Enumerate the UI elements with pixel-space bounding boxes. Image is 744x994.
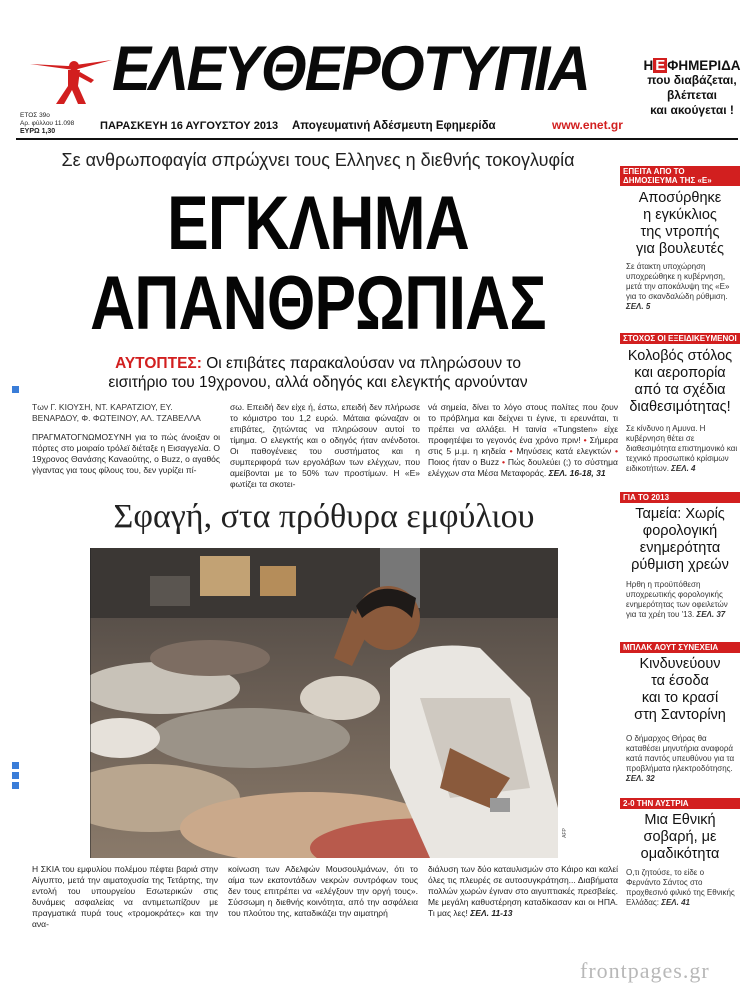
website-link[interactable]: www.enet.gr [552,118,623,132]
sidebar-section-label: ΕΠΕΙΤΑ ΑΠΟ ΤΟ ΔΗΜΟΣΙΕΥΜΑ ΤΗΣ «Ε» [620,166,740,186]
slogan-word: ΦΗΜΕΡΙΔΑ [667,58,741,73]
photo-story-headline: Σφαγή, στα πρόθυρα εμφύλιου [113,498,535,535]
slogan-line: και ακούγεται ! [650,103,734,117]
issue-number: Αρ. φύλλου 11.098 [20,120,75,127]
price: ΕΥΡΩ 1,30 [20,128,56,135]
sidebar-text [626,424,738,474]
headline-line: Κινδυνεύουν [639,656,721,672]
headline-line: Αποσύρθηκε [638,190,722,206]
sub-line2: εισιτήριο του 19χρονου, αλλά οδηγός και ελεγκτής αρνούνταν [108,374,528,391]
bullet-icon: • [614,446,618,456]
bullet-square-icon [12,762,19,769]
text: Ο,τι ζητούσε, το είδε ο Φερνάντο Σάντος στο προχθεσινό φιλικό της Εθνικής Ελλάδας: [626,868,735,907]
headline-line: της ντροπής [640,224,720,240]
sidebar-section-label: ΜΠΛΑΚ ΑΟΥΤ ΣΥΝΕΧΕΙΑ [620,642,740,653]
bullet-icon: • [583,435,587,445]
photo-column-2: κοίνωση των Αδελφών Μουσουλμάνων, ότι το αίμα των εκατοντάδων νεκρών συντρόφων τους δεν τους επιτρέπει να «ελέγξουν την οργή τους». Σύσσωμη η διεθνής κοινότητα, από την ασφάλεια του πλούτου της, καταδικάζει την αιματηρή [228,864,418,918]
headline-line: Κολοβός στόλος [627,348,733,364]
sidebar-text [626,262,738,312]
page-ref: ΣΕΛ. 5 [626,302,651,311]
photo-column-3 [428,864,618,919]
lead-column-3 [428,402,618,479]
bullet-text: Ποιος ήταν ο Buzz [428,457,500,467]
headline-line: Ταμεία: Χωρίς [635,506,725,522]
lead-headline-line2: ΑΠΑΝΘΡΩΠΙΑΣ [90,261,546,346]
page-ref: ΣΕΛ. 16-18, 31 [548,468,606,478]
headline-line: από τα σχέδια [634,382,726,398]
headline-line: τα έσοδα [651,673,709,689]
lead-subheadline [12,354,624,392]
headline-line: για βουλευτές [635,241,725,257]
sidebar-headline [620,812,740,863]
bullet-text: Πώς δουλεύει (;) το σύστημα ελέγχων στα Μέσα Μεταφοράς. [428,457,618,478]
page-ref: ΣΕΛ. 4 [671,464,696,473]
text: Σε άτακτη υποχώρηση υποχρεώθηκε η κυβέρνηση, μετά την αποκάλυψη της «Ε» για το σκανδαλώδη ρύθμιση. [626,262,730,301]
text: Ηρθη η προϋπόθεση υποχρεωτικής φορολογικής ενημερότητας των οφειλετών για τα χρέη του '13. [626,580,728,619]
text: Σε κίνδυνο η Αμυνα. Η κυβέρνηση θέτει σε διαθεσιμότητα επιστημονικό και τεχνικό προσωπικό κρίσιμων ειδικοτήτων. [626,424,738,473]
sidebar-section-label: ΓΙΑ ΤΟ 2013 [620,492,740,503]
issue-info [20,112,74,136]
slogan-red-letter: Ε [655,57,666,74]
headline-line: ομαδικότητα [640,846,720,862]
slogan-letter: Η [643,58,654,73]
sidebar-text [626,868,738,908]
headline-line: ενημερότητα [639,540,721,556]
bullet-square-icon [12,772,19,779]
divider [16,138,738,140]
headline-line: σοβαρή, με [643,829,717,845]
headline-line: και αεροπορία [634,365,726,381]
sidebar-text [626,734,738,784]
photo-credit: AFP [561,828,568,838]
sub-line1: Οι επιβάτες παρακαλούσαν να πληρώσουν το [206,355,521,372]
sidebar-headline [620,506,740,574]
page-ref: ΣΕΛ. 37 [696,610,726,619]
sub-label: ΑΥΤΟΠΤΕΣ: [115,355,202,372]
page-ref: ΣΕΛ. 11-13 [470,908,513,918]
lead-column-1: ΠΡΑΓΜΑΤΟΓΝΩΜΟΣΥΝΗ για το πώς άνοιξαν οι πόρτες στο μοιραίο τρόλεϊ διέταξε η Εισαγγελία. Ο 19χρονος Θανάσης Κανaούτης, ο Βuzz, ο αγαθός γίγαντας για τους φίλους του, δεν γυρίζει πί- [32,432,220,475]
masthead [0,0,744,150]
year: ΕΤΟΣ 39ο [20,112,50,119]
bylines: Των Γ. ΚΙΟΥΣΗ, ΝΤ. ΚΑΡΑΤΖΙΟΥ, ΕΥ. ΒΕΝΑΡΔΟΥ, Φ. ΦΩΤΕΙΝΟΥ, ΑΛ. ΤΖΑΒΕΛΛΑ [32,402,201,423]
news-photo [90,548,558,858]
newspaper-title: ΕΛΕΥΘΕΡΟΤΥΠΙΑ [112,34,589,104]
sidebar-headline [620,348,740,416]
headline-line: στη Σαντορίνη [634,707,726,723]
watermark: frontpages.gr [580,958,710,983]
runner-logo-icon [28,56,114,106]
headline-line: η εγκύκλιος [643,207,717,223]
column-text: διάλυση των δύο καταυλισμών στο Κάιρο και καλεί όλες τις πλευρές σε αυτοσυγκράτηση... Διαβήματα πολλών χωρών έγιναν στο αιγυπτιακές πρεσβείες. Με μεγάλη καθυστέρηση καταδίκασαν και οι ΗΠΑ. Τι μας λες! [428,864,618,918]
sidebar-section-label: ΣΤΟΧΟΣ ΟΙ ΕΞΕΙΔΙΚΕΥΜΕΝΟΙ [620,333,740,344]
headline-line: Μια Εθνική [644,812,716,828]
headline-line: φορολογική [642,523,718,539]
bullet-icon: • [502,457,505,467]
date: ΠΑΡΑΣΚΕΥΗ 16 ΑΥΓΟΥΣΤΟΥ 2013 [100,120,279,132]
column-text: νά σημεία, δίνει το λόγο στους πολίτες που ζουν το πρόβλημα και δείχνει τι έγινε, τι ερευνάται, τι πρέπει να αλλάξει. Η ταινία «Tungsten» είχε προφητέψει το γεγονός ένα χρόνο πριν! [428,402,618,445]
slogan [640,58,744,118]
bullet-text: Μηνύσεις κατά ελεγκτών [516,446,612,456]
sidebar-headline [620,190,740,258]
slogan-line: βλέπεται [666,88,718,102]
page-ref: ΣΕΛ. 32 [626,774,655,783]
sidebar-headline [620,656,740,724]
sidebar-section-label: 2-0 ΤΗΝ ΑΥΣΤΡΙΑ [620,798,740,809]
headline-line: διαθεσιμότητας! [629,399,731,415]
page-ref: ΣΕΛ. 41 [661,898,690,907]
sidebar-text [626,580,738,620]
bullet-square-icon [12,782,19,789]
bullet-square-icon [12,386,19,393]
lead-headline-line1: ΕΓΚΛΗΜΑ [167,181,469,266]
bullet-icon: • [509,446,513,456]
headline-line: ρύθμιση χρεών [631,557,729,573]
lead-kicker: Σε ανθρωποφαγία σπρώχνει τους Ελληνες η διεθνής τοκογλυφία [61,150,575,170]
slogan-line: που διαβάζεται, [647,73,737,87]
text: Ο δήμαρχος Θήρας θα καταθέσει μηνυτήρια αναφορά κατά παντός υπευθύνου για τα προβλήματα ηλεκτροδότησης. [626,734,735,773]
lead-column-2: σω. Επειδή δεν είχε ή, έστω, επειδή δεν πλήρωσε το κόμιστρο του 1,2 ευρώ. Μάταια φώναζαν οι επιβάτες, ζητώντας να πληρώσουν αυτοί το τίμημα. Ο ελεγκτής και ο οδηγός ήταν ανένδοτοι. Οι παθογένειες του συστήματος και η συμπεριφορά των εργολάβων των ελέγχων, που αμείβονται με το 50% των προστίμων. Η «Ε» φωτίζει τα σκοτει- [230,402,420,489]
paper-description: Απογευματινή Αδέσμευτη Εφημερίδα [292,120,496,132]
photo-column-1: Η ΣΚΙΑ του εμφυλίου πολέμου πέφτει βαριά στην Αίγυπτο, μετά την αιματοχυσία της Τετάρτης, την εντολή του υπουργείου Εσωτερικών στις δυνάμεις ασφαλείας να αντιμετωπίζουν με πραγματικά πυρά τους «τρομοκράτες» και την ανα- [32,864,218,929]
headline-line: και το κρασί [641,690,719,706]
bullet-text: Σήμερα στις 5 μ.μ. η κηδεία [428,435,618,456]
